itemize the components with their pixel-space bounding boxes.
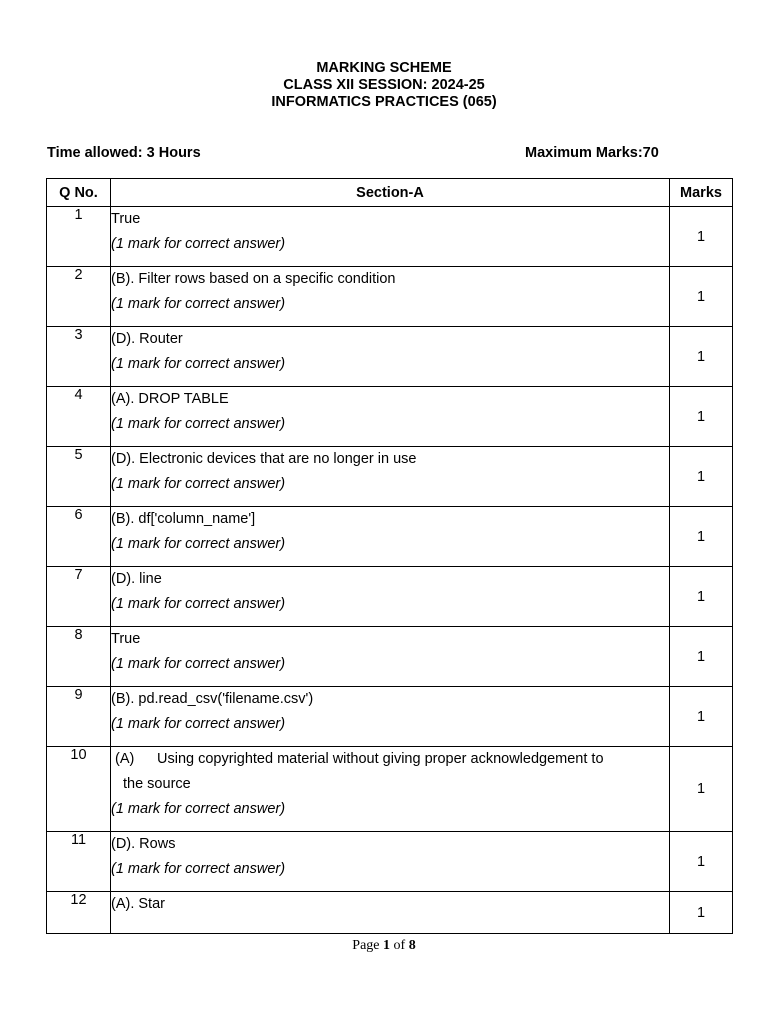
heading-subject: INFORMATICS PRACTICES (065) <box>271 94 497 110</box>
marks-value: 1 <box>670 207 733 267</box>
answer-text: True <box>111 631 141 647</box>
marks-value: 1 <box>670 687 733 747</box>
heading-class-session: CLASS XII SESSION: 2024-25 <box>283 77 485 93</box>
answer-option: (A) <box>115 751 135 767</box>
document-heading <box>0 60 768 111</box>
answer-text: (A). DROP TABLE <box>111 391 229 407</box>
answer-text: (D). line <box>111 571 162 587</box>
marking-note: (1 mark for correct answer) <box>111 476 286 492</box>
marking-note: (1 mark for correct answer) <box>111 716 286 732</box>
answer-cell <box>111 567 670 627</box>
question-number: 2 <box>47 267 111 327</box>
answer-cell <box>111 447 670 507</box>
marking-note: (1 mark for correct answer) <box>111 536 286 552</box>
table-row <box>47 447 733 507</box>
table-row <box>47 627 733 687</box>
answer-cell <box>111 892 670 934</box>
table-row <box>47 387 733 447</box>
table-row <box>47 327 733 387</box>
answer-text-continuation: the source <box>123 776 191 792</box>
answer-text: (A). Star <box>111 896 165 912</box>
question-number: 7 <box>47 567 111 627</box>
header-section: Section-A <box>111 179 670 207</box>
marks-value: 1 <box>670 267 733 327</box>
marking-note: (1 mark for correct answer) <box>111 861 286 877</box>
answer-cell <box>111 267 670 327</box>
answer-cell <box>111 747 670 832</box>
table-header-row <box>47 179 733 207</box>
marks-value: 1 <box>670 892 733 934</box>
table-row <box>47 832 733 892</box>
answer-cell <box>111 207 670 267</box>
answer-text: (B). df['column_name'] <box>111 511 256 527</box>
header-marks: Marks <box>670 179 733 207</box>
marks-value: 1 <box>670 832 733 892</box>
answer-cell <box>111 387 670 447</box>
marking-note: (1 mark for correct answer) <box>111 656 286 672</box>
marks-value: 1 <box>670 507 733 567</box>
table-row <box>47 687 733 747</box>
table-row <box>47 747 733 832</box>
page-footer <box>0 938 768 954</box>
answer-text: (D). Rows <box>111 836 176 852</box>
header-qno: Q No. <box>47 179 111 207</box>
question-number: 9 <box>47 687 111 747</box>
marks-value: 1 <box>670 327 733 387</box>
answer-cell <box>111 627 670 687</box>
answer-text <box>111 747 669 772</box>
marking-note: (1 mark for correct answer) <box>111 236 286 252</box>
marks-value: 1 <box>670 447 733 507</box>
page-word: Page <box>352 938 380 953</box>
question-number: 12 <box>47 892 111 934</box>
time-allowed: Time allowed: 3 Hours <box>47 145 201 161</box>
page-number: 1 <box>383 938 391 953</box>
page-total: 8 <box>408 938 416 953</box>
marking-note: (1 mark for correct answer) <box>111 596 286 612</box>
answer-text-main: Using copyrighted material without giving proper acknowledgement to <box>157 751 604 767</box>
answer-text: (D). Router <box>111 331 183 347</box>
of-word: of <box>393 938 406 953</box>
marking-note: (1 mark for correct answer) <box>111 296 286 312</box>
question-number: 11 <box>47 832 111 892</box>
table-row <box>47 507 733 567</box>
marking-note: (1 mark for correct answer) <box>111 356 286 372</box>
answer-cell <box>111 507 670 567</box>
table-row <box>47 567 733 627</box>
table-row <box>47 207 733 267</box>
question-number: 8 <box>47 627 111 687</box>
question-number: 1 <box>47 207 111 267</box>
marks-value: 1 <box>670 627 733 687</box>
answer-text: True <box>111 211 141 227</box>
question-number: 6 <box>47 507 111 567</box>
maximum-marks: Maximum Marks:70 <box>525 145 659 161</box>
answer-cell <box>111 687 670 747</box>
marks-value: 1 <box>670 567 733 627</box>
question-number: 5 <box>47 447 111 507</box>
marking-note: (1 mark for correct answer) <box>111 801 286 817</box>
answer-text: (B). Filter rows based on a specific condition <box>111 271 396 287</box>
marks-value: 1 <box>670 747 733 832</box>
marks-value: 1 <box>670 387 733 447</box>
answer-text: (D). Electronic devices that are no longer in use <box>111 451 417 467</box>
question-number: 4 <box>47 387 111 447</box>
answer-cell <box>111 832 670 892</box>
marking-note: (1 mark for correct answer) <box>111 416 286 432</box>
answer-text: (B). pd.read_csv('filename.csv') <box>111 691 314 707</box>
question-number: 10 <box>47 747 111 832</box>
answer-cell <box>111 327 670 387</box>
heading-title: MARKING SCHEME <box>316 60 452 76</box>
marking-scheme-table <box>46 178 733 934</box>
table-row <box>47 892 733 934</box>
question-number: 3 <box>47 327 111 387</box>
table-row <box>47 267 733 327</box>
